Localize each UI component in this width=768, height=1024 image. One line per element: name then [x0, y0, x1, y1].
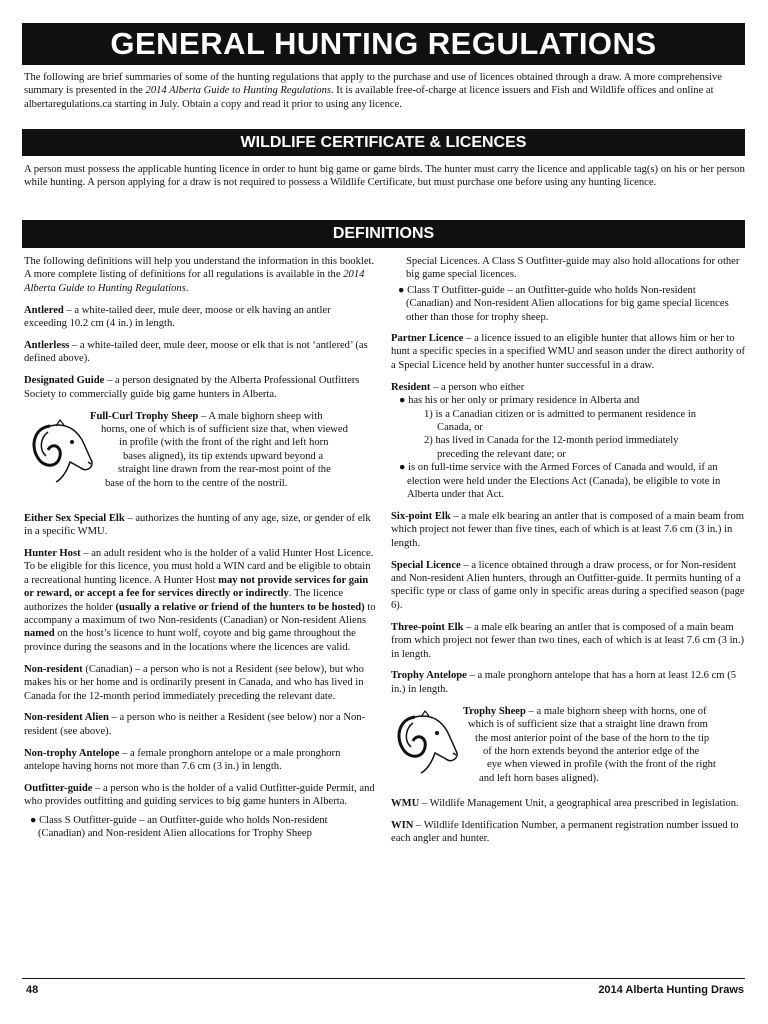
bighorn-sheep-icon — [26, 416, 96, 484]
def-non-trophy-antelope — [24, 747, 376, 774]
trophy-sheep-line-4: of the horn extends beyond the anterior edge of the — [483, 746, 700, 757]
trophy-sheep-line-6: and left horn bases aligned). — [479, 772, 599, 784]
term-non-trophy-antelope: Non-trophy Antelope — [24, 747, 120, 759]
def-non-resident-text: (Canadian) – a person who is not a Resident (see below), but who makes his or her home and is ordinarily present in Canada, and who has lived in Canada for the 12-month period immediately preceding the relevant date. — [24, 663, 364, 702]
hunter-host-bold-f: named — [24, 628, 55, 640]
def-non-resident — [24, 663, 376, 703]
resident-heading — [391, 381, 745, 394]
resident-bullet-1: ● has his or her only or primary residence in Alberta and — [399, 395, 640, 407]
hunter-host-bold-d: (usually a relative or friend of the hunters to be hosted) — [115, 601, 365, 613]
full-curl-line-5: straight line drawn from the rear-most point of the — [118, 464, 331, 476]
bighorn-sheep-icon — [391, 707, 461, 775]
def-either-sex-text: – authorizes the hunting of any age, size, or gender of elk in a specific WMU. — [24, 512, 371, 538]
def-designated-guide — [24, 374, 376, 401]
def-antlered-text: – a white-tailed deer, mule deer, moose or elk having an antler exceeding 10.2 cm (4 in.) in length. — [24, 304, 331, 330]
def-non-resident-alien — [24, 711, 376, 738]
def-wmu — [391, 797, 745, 810]
publication-name: 2014 Alberta Hunting Draws — [598, 984, 744, 996]
term-non-resident: Non-resident — [24, 663, 83, 675]
def-non-resident-alien-text: – a person who is neither a Resident (see below) nor a Non-resident (see above). — [24, 712, 366, 737]
def-antlered — [24, 304, 376, 331]
def-partner-licence — [391, 332, 745, 372]
def-three-point-elk — [391, 621, 745, 661]
def-six-point-elk — [391, 510, 745, 550]
def-special-licence-text: – a licence obtained through a draw process, or for Non-resident and Non-resident Alien hunters, through an Outfitter-guide. It permits hunting of a specific type or class of game only in specific areas during a specified season (page 6). — [391, 559, 745, 611]
intro-paragraph — [24, 71, 746, 111]
def-non-trophy-antelope-text: – a female pronghorn antelope or a male pronghorn antelope having horns not more than 7.6 cm (3 in.) in length. — [24, 747, 341, 773]
def-resident-text: – a person who either — [430, 381, 525, 393]
resident-bullet-1-text: has his or her only or primary residence in Alberta and — [408, 395, 640, 407]
full-curl-line-6: base of the horn to the centre of the nostril. — [105, 477, 288, 489]
definitions-right-column — [391, 255, 745, 854]
def-partner-licence-text: – a licence issued to an eligible hunter that allows him or her to hunt a specific species in a specified WMU and season under the direct authority of a Special Licence held by another hunter successful in a draw. — [391, 333, 745, 371]
def-resident — [391, 381, 745, 502]
def-intro-text: The following definitions will help you understand the information in this booklet. A more complete listing of definitions for all regulations is available in the — [24, 256, 375, 281]
definitions-intro — [24, 255, 376, 295]
wildlife-paragraph: A person must possess the applicable hunting licence in order to hunt big game or game birds. The hunter must carry the licence and applicable tag(s) on his or her person while hunting. A person applying for a draw is not required to possess a Wildlife Certificate, but must purchase one before using any hunting licence. — [24, 164, 745, 189]
footer-rule — [22, 978, 745, 979]
hunter-host-text-e: to accompany a maximum of two Non-residents (Canadian) or Non-resident Aliens — [24, 601, 376, 626]
outfitter-class-s-item: ● Class S Outfitter-guide – an Outfitter-guide who holds Non-resident (Canadian) and Non-resident Alien allocations for Trophy Sheep — [30, 814, 328, 840]
hunter-host-text-g: on the host’s licence to hunt wolf, coyote and big game throughout the province during the seasons and in the locations where the licences are valid. — [24, 628, 356, 653]
section-heading-wildlife: WILDLIFE CERTIFICATE & LICENCES — [22, 129, 745, 156]
definitions-left-column — [24, 255, 376, 841]
term-six-point-elk: Six-point Elk — [391, 510, 451, 522]
def-outfitter-guide-text: – a person who is the holder of a valid Outfitter-guide Permit, and who provides outfitting and guiding services to big game hunters in Alberta. — [24, 783, 375, 808]
full-curl-line-2: horns, one of which is of sufficient size that, when viewed — [101, 424, 348, 436]
hunter-host-text-c: . The licence authorizes the holder — [24, 588, 344, 613]
hunter-host-text-a: – an adult resident who is the holder of a valid Hunter Host Licence. To be eligible for this licence, you must hold a WIN card and be eligible to obtain a recreational hunting licence. A Hunter Host — [24, 547, 374, 586]
def-trophy-antelope-text: – a male pronghorn antelope that has a horn at least 12.6 cm (5 in.) in length. — [391, 670, 737, 695]
page-title: GENERAL HUNTING REGULATIONS — [22, 23, 745, 65]
term-non-resident-alien: Non-resident Alien — [24, 712, 109, 724]
def-designated-guide-text: – a person designated by the Alberta Professional Outfitters Society to commercially guide big game hunters in Alberta. — [24, 375, 360, 400]
term-wmu: WMU — [391, 797, 420, 809]
trophy-sheep-line-5: eye when viewed in profile (with the front of the right — [487, 759, 716, 771]
trophy-sheep-line-2: which is of sufficient size that a straight line drawn from — [468, 719, 708, 731]
def-six-point-elk-text: – a male elk bearing an antler that is composed of a main beam from which project not fewer than five tines, each of which is at least 7.6 cm (3 in.) in length. — [391, 510, 745, 549]
trophy-sheep-text-1: – a male bighorn sheep with horns, one of — [525, 705, 707, 717]
term-special-licence: Special Licence — [391, 559, 461, 571]
intro-text: The following are brief summaries of some of the hunting regulations that apply to the purchase and use of licences obtained through a draw. A more comprehensive summary is presented in the — [24, 72, 723, 97]
term-trophy-antelope: Trophy Antelope — [391, 670, 467, 682]
full-curl-text-1: – A male bighorn sheep with — [198, 410, 323, 422]
guide-title: 2014 Alberta Guide to Hunting Regulations — [145, 85, 331, 97]
full-curl-line-3: in profile (with the front of the right and left horn — [119, 437, 329, 449]
term-three-point-elk: Three-point Elk — [391, 621, 464, 633]
def-antlerless — [24, 339, 376, 366]
term-antlerless: Antlerless — [24, 340, 70, 352]
hunter-host-bold-b: may not provide services for gain or reward, or accept a fee for services directly or indirectly — [24, 574, 369, 600]
term-designated-guide: Designated Guide — [24, 375, 105, 387]
full-curl-line-1 — [90, 410, 380, 423]
resident-sub-1: 1) is a Canadian citizen or is admitted to permanent residence in — [424, 408, 697, 420]
outfitter-class-s-part-1: Class S Outfitter-guide – an Outfitter-guide who holds Non-resident (Canadian) and Non-resident Alien allocations for Trophy Sheep — [38, 814, 328, 840]
def-three-point-elk-text: – a male elk bearing an antler that is composed of a main beam from which project not fewer than two tines, each of which is at least 7.6 cm (3 in.) in length. — [391, 621, 745, 660]
def-special-licence — [391, 559, 745, 613]
term-partner-licence: Partner Licence — [391, 333, 464, 345]
intro-text-end: . It is available free-of-charge at licence issuers and Fish and Wildlife offices and online at albertaregulations.ca starting in July. Obtain a copy and read it prior to using any licence. — [24, 85, 714, 110]
def-outfitter-guide — [24, 782, 376, 809]
trophy-sheep-line-3: the most anterior point of the base of the horn to the tip — [475, 732, 710, 744]
def-full-curl-trophy-sheep — [24, 410, 376, 504]
page-number: 48 — [26, 984, 39, 996]
resident-sub-2: 2) has lived in Canada for the 12-month period immediately — [424, 435, 679, 447]
outfitter-class-s-continued — [391, 255, 745, 282]
term-trophy-sheep: Trophy Sheep — [463, 705, 526, 717]
def-wmu-text: – Wildlife Management Unit, a geographical area prescribed in legislation. — [419, 797, 739, 809]
def-intro-guide: 2014 Alberta Guide to Hunting Regulations — [24, 269, 365, 294]
term-win: WIN — [391, 819, 414, 831]
trophy-sheep-line-1 — [463, 705, 749, 718]
section-heading-definitions: DEFINITIONS — [22, 220, 745, 248]
outfitter-class-s-part-2: Special Licences. A Class S Outfitter-guide may also hold allocations for other big game special licences. — [406, 256, 740, 281]
full-curl-line-4: bases aligned), its tip extends upward beyond a — [123, 450, 324, 462]
resident-bullet-2-text: is on full-time service with the Armed Forces of Canada and would, if an election were held under the Elections Act (Canada), be eligible to vote in Alberta under that Act. — [407, 462, 721, 500]
def-intro-end: . — [185, 282, 189, 294]
term-antlered: Antlered — [24, 304, 64, 316]
def-trophy-antelope — [391, 669, 745, 696]
def-hunter-host — [24, 547, 376, 654]
def-either-sex-special-elk — [24, 512, 376, 539]
term-outfitter-guide: Outfitter-guide — [24, 783, 93, 795]
term-either-sex-special-elk: Either Sex Special Elk — [24, 512, 125, 524]
outfitter-class-t-text: Class T Outfitter-guide – an Outfitter-guide who holds Non-resident (Canadian) and Non-resident Alien allocations for big game special licences other than those for trophy sheep. — [406, 284, 729, 323]
outfitter-class-t-item: ● Class T Outfitter-guide – an Outfitter-guide who holds Non-resident (Canadian) and Non-resident Alien allocations for big game special licences other than those for trophy sheep. — [398, 284, 729, 323]
def-win-text: – Wildlife Identification Number, a permanent registration number issued to each angler and hunter. — [391, 819, 739, 845]
term-full-curl-trophy-sheep: Full-Curl Trophy Sheep — [90, 410, 199, 422]
term-hunter-host: Hunter Host — [24, 547, 81, 559]
resident-bullet-2: ● is on full-time service with the Armed Forces of Canada and would, if an election were held under the Elections Act (Canada), be eligible to vote in Alberta under that Act. — [399, 462, 721, 500]
resident-sub-2-cont: preceding the relevant date; or — [437, 448, 566, 460]
def-antlerless-text: – a white-tailed deer, mule deer, moose or elk that is not ‘antlered’ (as defined above). — [24, 340, 368, 365]
def-win — [391, 819, 745, 846]
def-trophy-sheep — [391, 705, 745, 791]
term-resident: Resident — [391, 381, 431, 393]
resident-sub-1-cont: Canada, or — [437, 421, 483, 433]
